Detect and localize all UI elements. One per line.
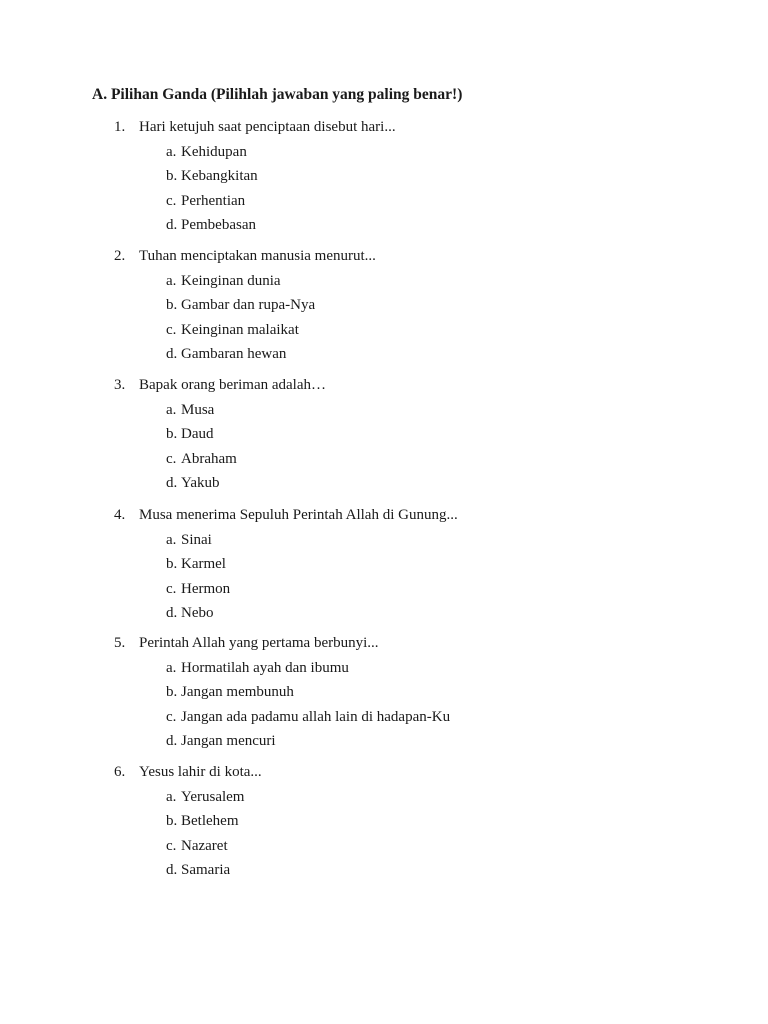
option-item bbox=[0, 346, 768, 370]
option-text: Karmel bbox=[181, 556, 226, 573]
option-letter: d. bbox=[166, 345, 178, 362]
question-text: Musa menerima Sepuluh Perintah Allah di Gunung... bbox=[139, 507, 458, 523]
option-list bbox=[0, 660, 768, 757]
option-list bbox=[0, 532, 768, 629]
option-item bbox=[0, 862, 768, 886]
option-item bbox=[0, 168, 768, 192]
option-list bbox=[0, 144, 768, 241]
option-text: Keinginan dunia bbox=[181, 273, 281, 289]
option-text: Keinginan malaikat bbox=[181, 321, 299, 338]
question-1 bbox=[0, 119, 768, 241]
question-4 bbox=[0, 507, 768, 629]
option-letter: b. bbox=[166, 556, 178, 573]
question-row bbox=[0, 635, 768, 659]
option-text: Kebangkitan bbox=[181, 168, 258, 185]
option-letter: a. bbox=[166, 532, 177, 548]
option-item bbox=[0, 733, 768, 757]
option-letter: b. bbox=[166, 426, 178, 443]
option-text: Gambar dan rupa-Nya bbox=[181, 297, 316, 314]
option-text: Nazaret bbox=[181, 837, 228, 854]
question-text: Yesus lahir di kota... bbox=[139, 764, 262, 780]
option-text: Hermon bbox=[181, 580, 231, 597]
option-text: Nebo bbox=[181, 604, 214, 621]
option-list bbox=[0, 273, 768, 370]
question-row bbox=[0, 764, 768, 788]
option-item bbox=[0, 709, 768, 733]
question-row bbox=[0, 507, 768, 531]
option-item bbox=[0, 684, 768, 708]
option-text: Abraham bbox=[181, 450, 237, 467]
option-text: Musa bbox=[181, 402, 215, 418]
option-text: Betlehem bbox=[181, 813, 239, 830]
question-number: 3. bbox=[114, 377, 126, 393]
option-text: Hormatilah ayah dan ibumu bbox=[181, 660, 349, 676]
option-item bbox=[0, 581, 768, 605]
option-item bbox=[0, 144, 768, 168]
option-letter: a. bbox=[166, 402, 177, 418]
option-text: Yakub bbox=[181, 474, 220, 491]
option-letter: b. bbox=[166, 813, 178, 830]
option-letter: b. bbox=[166, 168, 178, 185]
option-text: Jangan mencuri bbox=[181, 732, 276, 749]
option-item bbox=[0, 475, 768, 499]
option-list bbox=[0, 789, 768, 886]
option-item bbox=[0, 217, 768, 241]
question-row bbox=[0, 377, 768, 401]
option-letter: d. bbox=[166, 861, 178, 878]
option-text: Jangan ada padamu allah lain di hadapan-Ku bbox=[181, 708, 451, 725]
question-number: 6. bbox=[114, 764, 126, 780]
option-item bbox=[0, 193, 768, 217]
question-6 bbox=[0, 764, 768, 886]
option-item bbox=[0, 451, 768, 475]
question-number: 1. bbox=[114, 119, 126, 135]
option-item bbox=[0, 660, 768, 684]
question-text: Perintah Allah yang pertama berbunyi... bbox=[139, 635, 379, 651]
option-letter: a. bbox=[166, 144, 177, 160]
option-letter: c. bbox=[166, 192, 177, 209]
question-row bbox=[0, 119, 768, 143]
option-letter: a. bbox=[166, 660, 177, 676]
question-row bbox=[0, 248, 768, 272]
option-text: Yerusalem bbox=[181, 789, 245, 805]
option-letter: d. bbox=[166, 604, 178, 621]
option-text: Pembebasan bbox=[181, 216, 256, 233]
option-item bbox=[0, 273, 768, 297]
option-item bbox=[0, 426, 768, 450]
option-letter: a. bbox=[166, 273, 177, 289]
option-text: Perhentian bbox=[181, 192, 246, 209]
option-item bbox=[0, 789, 768, 813]
question-text: Tuhan menciptakan manusia menurut... bbox=[139, 248, 376, 264]
option-item bbox=[0, 838, 768, 862]
option-letter: c. bbox=[166, 837, 177, 854]
option-letter: d. bbox=[166, 474, 178, 491]
option-letter: d. bbox=[166, 732, 178, 749]
option-item bbox=[0, 556, 768, 580]
question-text: Bapak orang beriman adalah… bbox=[139, 377, 327, 393]
option-letter: c. bbox=[166, 450, 177, 467]
option-item bbox=[0, 813, 768, 837]
option-text: Jangan membunuh bbox=[181, 684, 294, 701]
question-3 bbox=[0, 377, 768, 499]
option-item bbox=[0, 297, 768, 321]
question-5 bbox=[0, 635, 768, 757]
option-letter: d. bbox=[166, 216, 178, 233]
option-item bbox=[0, 322, 768, 346]
option-letter: b. bbox=[166, 297, 178, 314]
option-text: Gambaran hewan bbox=[181, 345, 287, 362]
option-text: Daud bbox=[181, 426, 214, 443]
option-letter: b. bbox=[166, 684, 178, 701]
question-number: 5. bbox=[114, 635, 126, 651]
option-text: Samaria bbox=[181, 861, 231, 878]
option-item bbox=[0, 402, 768, 426]
option-item bbox=[0, 605, 768, 629]
question-number: 2. bbox=[114, 248, 126, 264]
option-letter: a. bbox=[166, 789, 177, 805]
question-2 bbox=[0, 248, 768, 370]
question-text: Hari ketujuh saat penciptaan disebut hari... bbox=[139, 119, 396, 135]
option-text: Kehidupan bbox=[181, 144, 247, 160]
option-item bbox=[0, 532, 768, 556]
option-letter: c. bbox=[166, 321, 177, 338]
section-title: A. Pilihan Ganda (Pilihlah jawaban yang paling benar!) bbox=[92, 86, 463, 103]
option-letter: c. bbox=[166, 580, 177, 597]
option-list bbox=[0, 402, 768, 499]
option-letter: c. bbox=[166, 708, 177, 725]
option-text: Sinai bbox=[181, 532, 212, 548]
question-number: 4. bbox=[114, 507, 126, 523]
